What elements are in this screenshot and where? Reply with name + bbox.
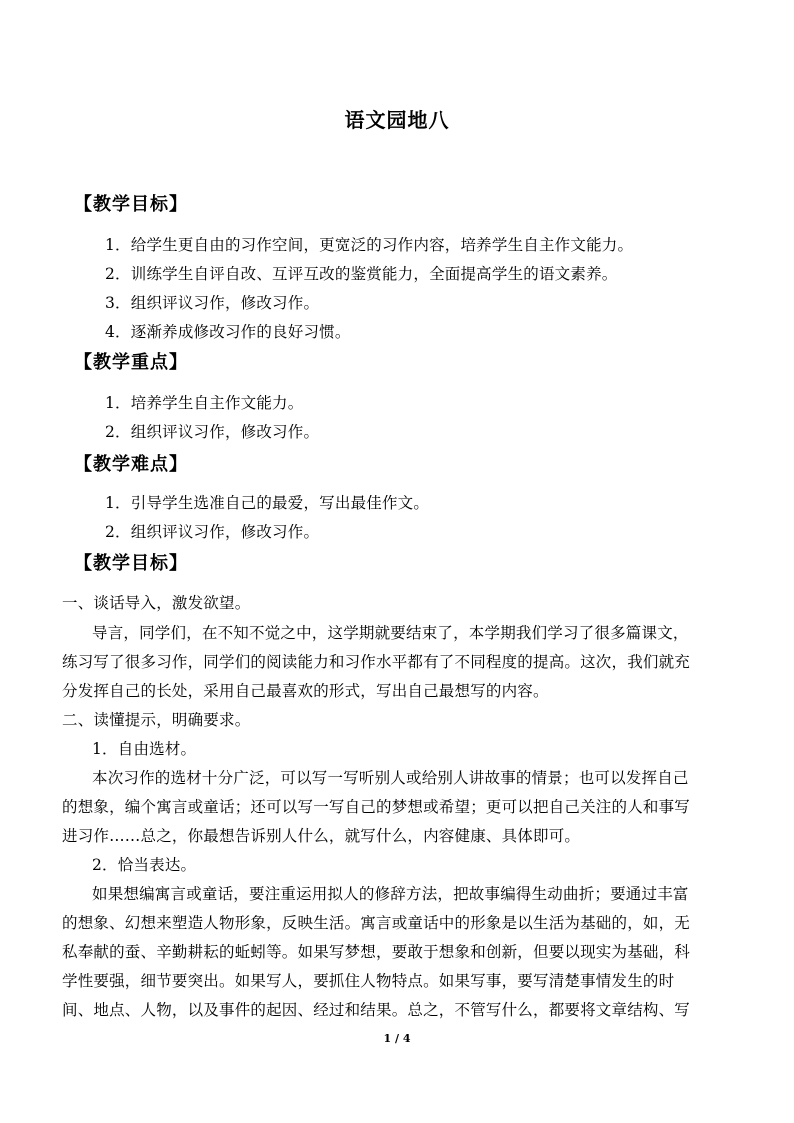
paragraph-line: 本次习作的选材十分广泛，可以写一写听别人或给别人讲故事的情景；也可以发挥自己 [92, 769, 689, 787]
paragraph-line: 导言，同学们，在不知不觉之中，这学期就要结束了，本学期我们学习了很多篇课文， [92, 624, 689, 642]
subsection-title: 2．恰当表达。 [92, 856, 197, 874]
key-point-item: 2．组织评议习作，修改习作。 [105, 423, 320, 441]
part-title: 一、谈话导入，激发欲望。 [62, 594, 251, 612]
section-heading-process: 【教学目标】 [74, 553, 188, 574]
page-title: 语文园地八 [344, 108, 450, 132]
section-heading-key-points: 【教学重点】 [74, 352, 188, 373]
key-point-item: 1．培养学生自主作文能力。 [105, 394, 304, 412]
difficulty-item: 1．引导学生选准自己的最爱，写出最佳作文。 [105, 494, 430, 512]
paragraph-line: 的想象、幻想来塑造人物形象，反映生活。寓言或童话中的形象是以生活为基础的，如，无 [62, 914, 691, 932]
paragraph-line: 分发挥自己的长处，采用自己最喜欢的形式，写出自己最想写的内容。 [62, 682, 549, 700]
paragraph-line: 练习写了很多习作，同学们的阅读能力和习作水平都有了不同程度的提高。这次，我们就充 [62, 653, 691, 671]
paragraph-line: 学性要强，细节要突出。如果写人，要抓住人物特点。如果写事，要写清楚事情发生的时 [62, 972, 675, 990]
difficulty-item: 2．组织评议习作，修改习作。 [105, 523, 320, 541]
section-heading-goals: 【教学目标】 [74, 194, 188, 215]
goal-item: 3．组织评议习作，修改习作。 [105, 294, 320, 312]
subsection-title: 1．自由选材。 [92, 740, 197, 758]
section-heading-difficulties: 【教学难点】 [74, 454, 188, 475]
paragraph-line: 的想象，编个寓言或童话；还可以写一写自己的梦想或希望；更可以把自己关注的人和事写 [62, 798, 691, 816]
goal-item: 2．训练学生自评自改、互评互改的鉴赏能力，全面提高学生的语文素养。 [105, 265, 618, 283]
goal-item: 1．给学生更自由的习作空间，更宽泛的习作内容，培养学生自主作文能力。 [105, 236, 634, 254]
paragraph-line: 如果想编寓言或童话，要注重运用拟人的修辞方法，把故事编得生动曲折；要通过丰富 [92, 885, 689, 903]
page-number: 1 / 4 [383, 1032, 411, 1045]
goal-item: 4．逐渐养成修改习作的良好习惯。 [105, 323, 351, 341]
paragraph-line: 私奉献的蚕、辛勤耕耘的蚯蚓等。如果写梦想，要敢于想象和创新，但要以现实为基础，科 [62, 943, 691, 961]
paragraph-line: 间、地点、人物，以及事件的起因、经过和结果。总之，不管写什么，都要将文章结构、写 [62, 1001, 691, 1019]
part-title: 二、读懂提示，明确要求。 [62, 711, 251, 729]
paragraph-line: 进习作……总之，你最想告诉别人什么，就写什么，内容健康、具体即可。 [62, 827, 581, 845]
